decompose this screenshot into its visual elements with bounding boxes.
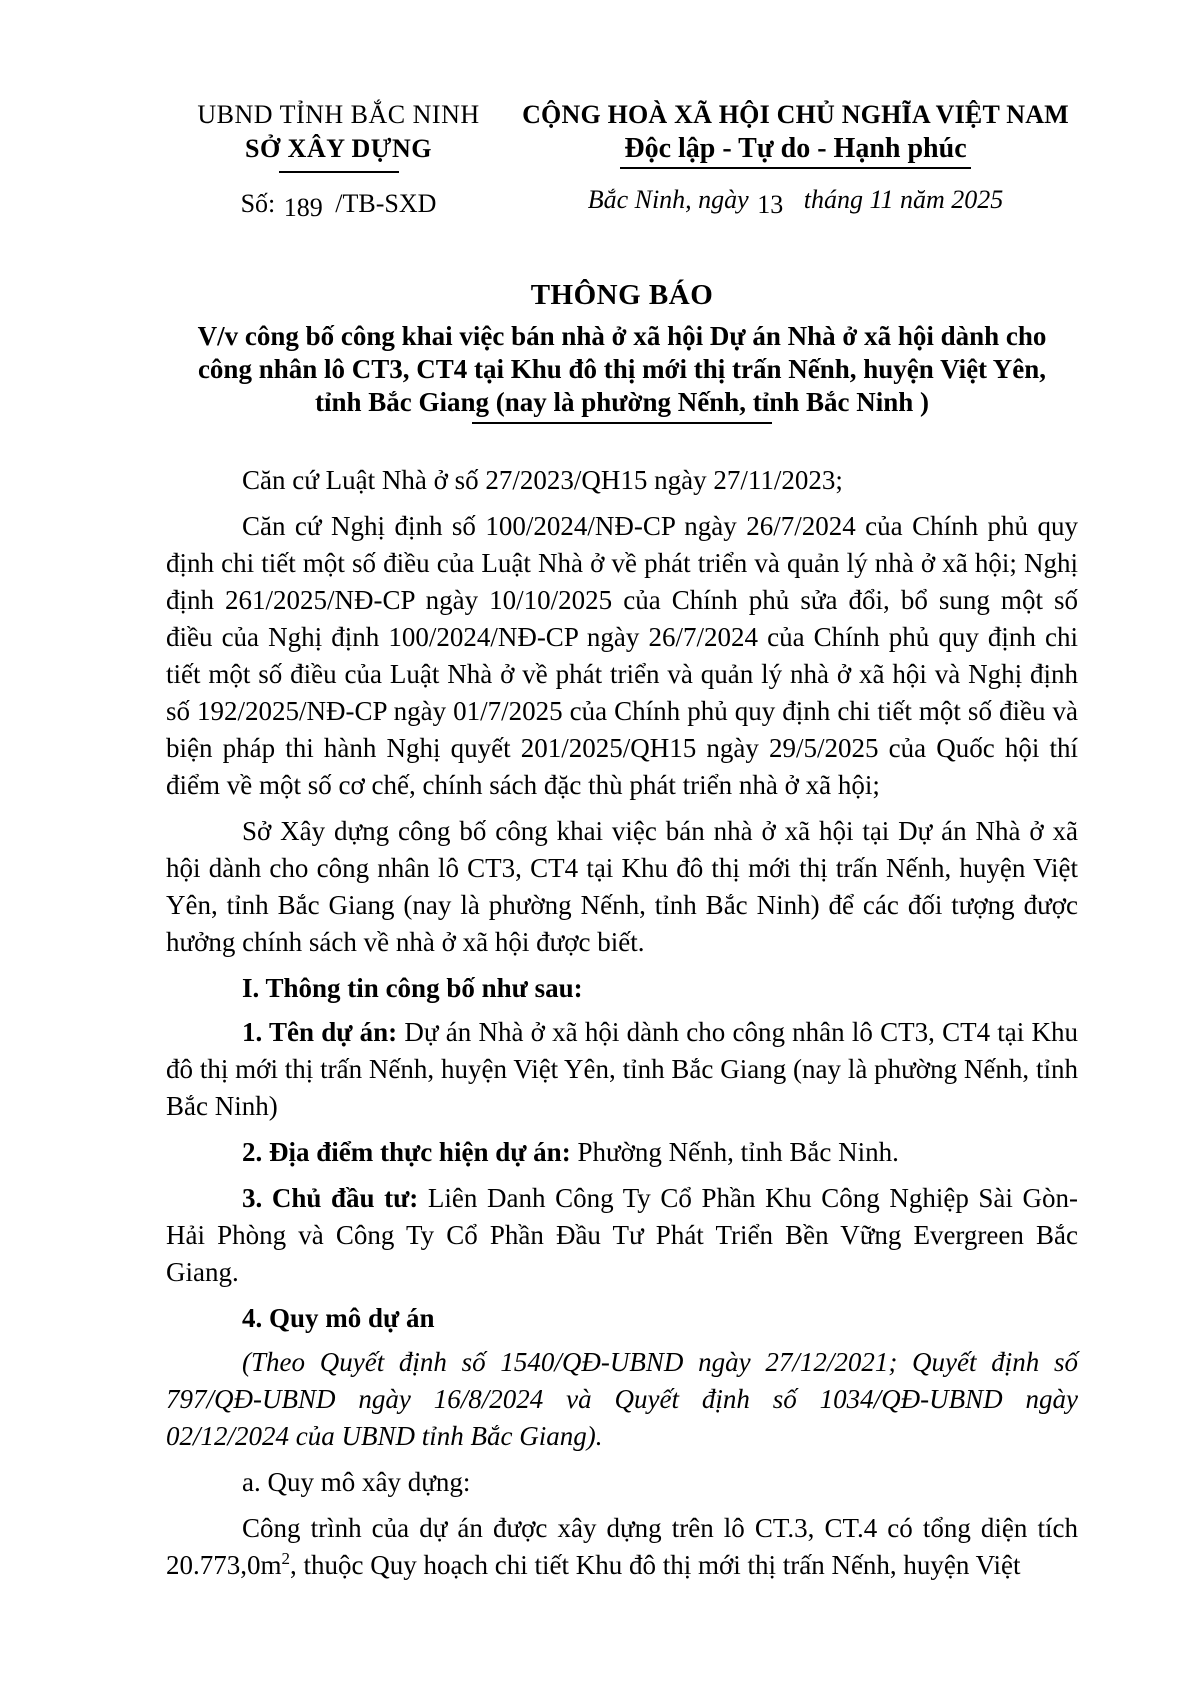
national-block (513, 100, 1078, 219)
item-2-label: 2. Địa điểm thực hiện dự án: (242, 1137, 571, 1167)
title-block (166, 279, 1078, 424)
place-date-line (513, 185, 1078, 219)
document-subject-line2: công nhân lô CT3, CT4 tại Khu đô thị mới thị trấn Nếnh, huyện Việt Yên, (197, 354, 1047, 384)
construction-scale-paragraph (166, 1510, 1078, 1584)
issuer-underline-rule (279, 171, 399, 173)
item-1-label: 1. Tên dự án: (242, 1017, 398, 1047)
document-number-suffix: /TB-SXD (335, 189, 437, 218)
national-motto-wrap (513, 133, 1078, 169)
date-place-prefix: Bắc Ninh, ngày (587, 185, 749, 214)
document-number-line (166, 189, 511, 222)
document-subject-line1: V/v công bố công khai việc bán nhà ở xã hội Dự án Nhà ở xã hội dành cho (197, 321, 1047, 351)
issuer-block (166, 100, 511, 222)
citation-paragraph-2: Căn cứ Nghị định số 100/2024/NĐ-CP ngày 26/7/2024 của Chính phủ quy định chi tiết một số điều của Luật Nhà ở về phát triển và quản lý nhà ở xã hội; Nghị định 261/2025/NĐ-CP ngày 10/10/2025 của Chính phủ sửa đổi, bổ sung một số điều của Nghị định 100/2024/NĐ-CP ngày 26/7/2024 của Chính phủ quy định chi tiết một số điều của Luật Nhà ở về phát triển và quản lý nhà ở xã hội và Nghị định số 192/2025/NĐ-CP ngày 01/7/2025 của Chính phủ quy định chi tiết một số điều và biện pháp thi hành Nghị quyết 201/2025/QH15 ngày 29/5/2025 của Quốc hội thí điểm về một số cơ chế, chính sách đặc thù phát triển nhà ở xã hội; (166, 511, 1078, 800)
item-scale-heading: 4. Quy mô dự án (242, 1303, 435, 1333)
scale-text-post: , thuộc Quy hoạch chi tiết Khu đô thị mới thị trấn Nếnh, huyện Việt (290, 1550, 1021, 1580)
document-subject-line3: tỉnh Bắc Giang (nay là phường Nếnh, tỉnh Bắc Ninh ) (314, 387, 930, 417)
item-1-text: Dự án Nhà ở xã hội dành cho công nhân lô CT3, CT4 tại Khu đô thị mới thị trấn Nếnh, huyện Việt Yên, tỉnh Bắc Giang (nay là phường Nếnh, tỉnh Bắc Ninh) (166, 1017, 1079, 1121)
date-suffix: tháng 11 năm 2025 (803, 185, 1004, 214)
scale-text-pre: Công trình của dự án được xây dựng trên lô CT.3, CT.4 có tổng diện tích 20.773,0m (166, 1513, 1078, 1580)
item-project-name (166, 1014, 1078, 1125)
document-number-value: 189 (283, 193, 323, 222)
square-meter-superscript: 2 (281, 1549, 291, 1568)
item-investor (166, 1180, 1078, 1291)
issuer-department: SỞ XÂY DỰNG (244, 134, 433, 163)
item-3-label: 3. Chủ đầu tư: (242, 1183, 419, 1213)
section-1-heading: I. Thông tin công bố như sau: (242, 973, 583, 1003)
document-body (166, 462, 1078, 1584)
item-location (166, 1134, 1078, 1171)
document-header (166, 100, 1078, 222)
announcement-paragraph: Sở Xây dựng công bố công khai việc bán nhà ở xã hội tại Dự án Nhà ở xã hội dành cho công nhân lô CT3, CT4 tại Khu đô thị mới thị trấn Nếnh, huyện Việt Yên, tỉnh Bắc Giang (nay là phường Nếnh, tỉnh Bắc Ninh) để các đối tượng được hưởng chính sách về nhà ở xã hội được biết. (166, 816, 1078, 957)
national-title: CỘNG HOÀ XÃ HỘI CHỦ NGHĨA VIỆT NAM (522, 100, 1069, 129)
date-day-value: 13 (757, 190, 784, 219)
citation-paragraph-1: Căn cứ Luật Nhà ở số 27/2023/QH15 ngày 27/11/2023; (242, 465, 843, 495)
document-title: THÔNG BÁO (530, 279, 714, 311)
issuer-parent-org: UBND TỈNH BẮC NINH (197, 100, 480, 129)
legal-basis-note: (Theo Quyết định số 1540/QĐ-UBND ngày 27/12/2021; Quyết định số 797/QĐ-UBND ngày 16/8/2024 và Quyết định số 1034/QĐ-UBND ngày 02/12/2024 của UBND tỉnh Bắc Giang). (166, 1347, 1078, 1451)
document-number-label: Số: (240, 189, 276, 218)
item-2-text: Phường Nếnh, tỉnh Bắc Ninh. (577, 1137, 899, 1167)
item-3-text: Liên Danh Công Ty Cổ Phần Khu Công Nghiệp Sài Gòn- Hải Phòng và Công Ty Cổ Phần Đầu Tư Phát Triển Bền Vững Evergreen Bắc Giang. (166, 1183, 1079, 1287)
sub-item-a-heading: a. Quy mô xây dựng: (242, 1467, 471, 1497)
title-underline-rule (472, 422, 772, 424)
national-motto: Độc lập - Tự do - Hạnh phúc (620, 133, 970, 169)
